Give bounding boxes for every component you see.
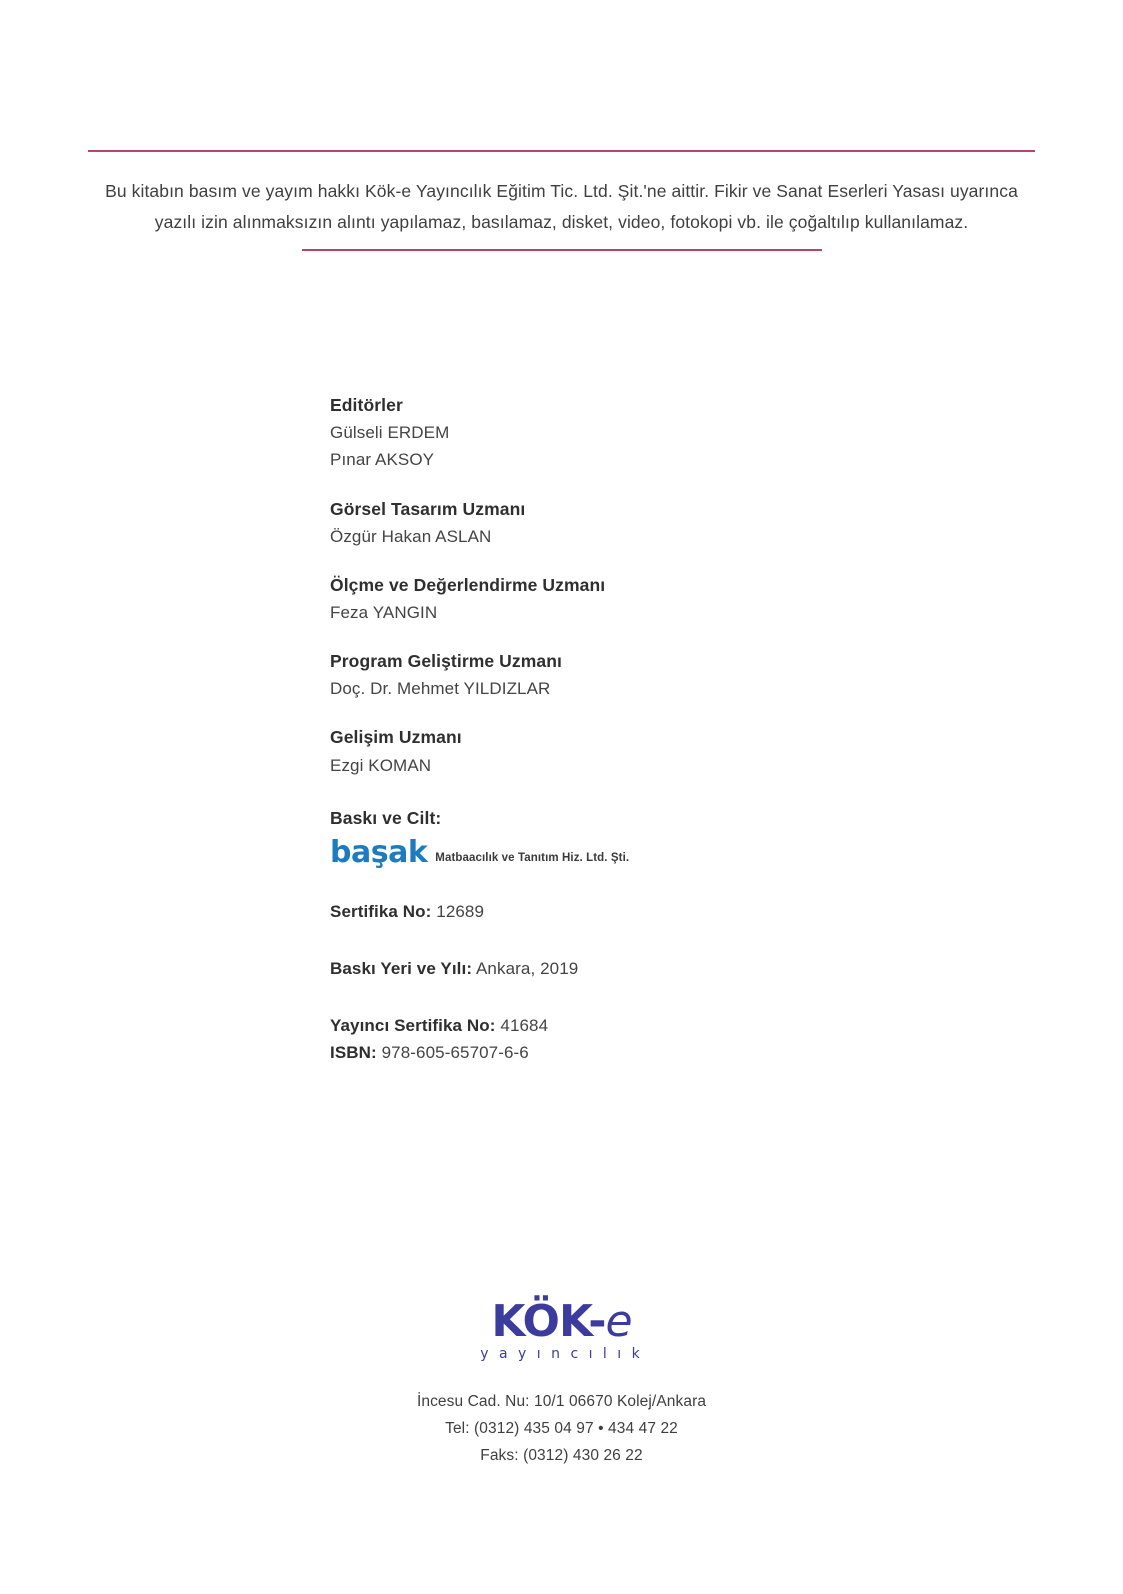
credit-name: Doç. Dr. Mehmet YILDIZLAR	[330, 679, 551, 699]
copyright-text: Bu kitabın basım ve yayım hakkı Kök-e Yayıncılık Eğitim Tic. Ltd. Şit.'ne aittir. Fikir ve Sanat Eserleri Yasası uyarınca yazılı izin alınmaksızın alıntı yapılamaz, basılamaz, disket, video, fotokopi vb. ile çoğaltılıp kullanılamaz.	[105, 181, 1018, 232]
credit-group-editors	[330, 392, 950, 474]
credit-role: Görsel Tasarım Uzmanı	[330, 498, 526, 519]
credit-role: Ölçme ve Değerlendirme Uzmanı	[330, 574, 606, 595]
basak-logo: başak	[330, 834, 428, 870]
credit-name: Özgür Hakan ASLAN	[330, 526, 492, 546]
copyright-block	[88, 150, 1035, 251]
publisher-logo-subtitle: y a y ı n c ı l ı k	[480, 1346, 643, 1362]
credit-role: Editörler	[330, 395, 403, 415]
publisher-logo-dot: -	[588, 1296, 606, 1347]
credit-role: Gelişim Uzmanı	[330, 727, 462, 748]
printer-certificate-label: Sertifika No:	[330, 901, 432, 921]
printer-certificate-value: 12689	[436, 901, 485, 921]
print-place-value: Ankara, 2019	[475, 959, 579, 979]
printing-block	[330, 805, 950, 868]
credit-group-assessment	[330, 572, 950, 626]
basak-logo-subtitle: Matbaacılık ve Tanıtım Hiz. Ltd. Şti.	[435, 851, 630, 864]
publisher-address: İncesu Cad. Nu: 10/1 06670 Kolej/Ankara	[416, 1393, 707, 1410]
credits-section	[330, 392, 950, 1067]
basak-logo-row	[330, 834, 950, 870]
publisher-certificate-label: Yayıncı Sertifika No:	[330, 1016, 496, 1036]
publisher-footer	[0, 1296, 1123, 1469]
publisher-fax: Faks: (0312) 430 26 22	[480, 1447, 643, 1465]
credit-role: Program Geliştirme Uzmanı	[330, 651, 563, 672]
credit-group-development	[330, 724, 950, 778]
divider-top	[88, 150, 1035, 152]
publisher-contact	[0, 1388, 1123, 1469]
print-place-line	[330, 955, 950, 982]
credit-name: Ezgi KOMAN	[330, 755, 432, 775]
isbn-value: 978-605-65707-6-6	[381, 1043, 529, 1063]
print-place-label: Baskı Yeri ve Yılı:	[330, 959, 473, 979]
publisher-phone: Tel: (0312) 435 04 97 • 434 47 22	[445, 1420, 678, 1438]
printer-certificate-line	[330, 898, 950, 925]
publisher-logo-e: e	[605, 1296, 632, 1347]
printing-label: Baskı ve Cilt:	[330, 807, 442, 828]
credit-group-visual-design	[330, 496, 950, 550]
credit-group-program-development	[330, 648, 950, 702]
publisher-logo	[0, 1296, 1123, 1347]
publisher-logo-main: KÖK	[491, 1296, 589, 1347]
publisher-certificate-line	[330, 1012, 950, 1039]
credit-name: Pınar AKSOY	[330, 450, 435, 470]
publisher-certificate-value: 41684	[500, 1016, 549, 1036]
credit-name: Feza YANGIN	[330, 602, 438, 622]
isbn-label: ISBN:	[330, 1043, 377, 1063]
credit-name: Gülseli ERDEM	[330, 423, 450, 443]
divider-bottom	[302, 249, 822, 251]
isbn-line	[330, 1039, 950, 1066]
